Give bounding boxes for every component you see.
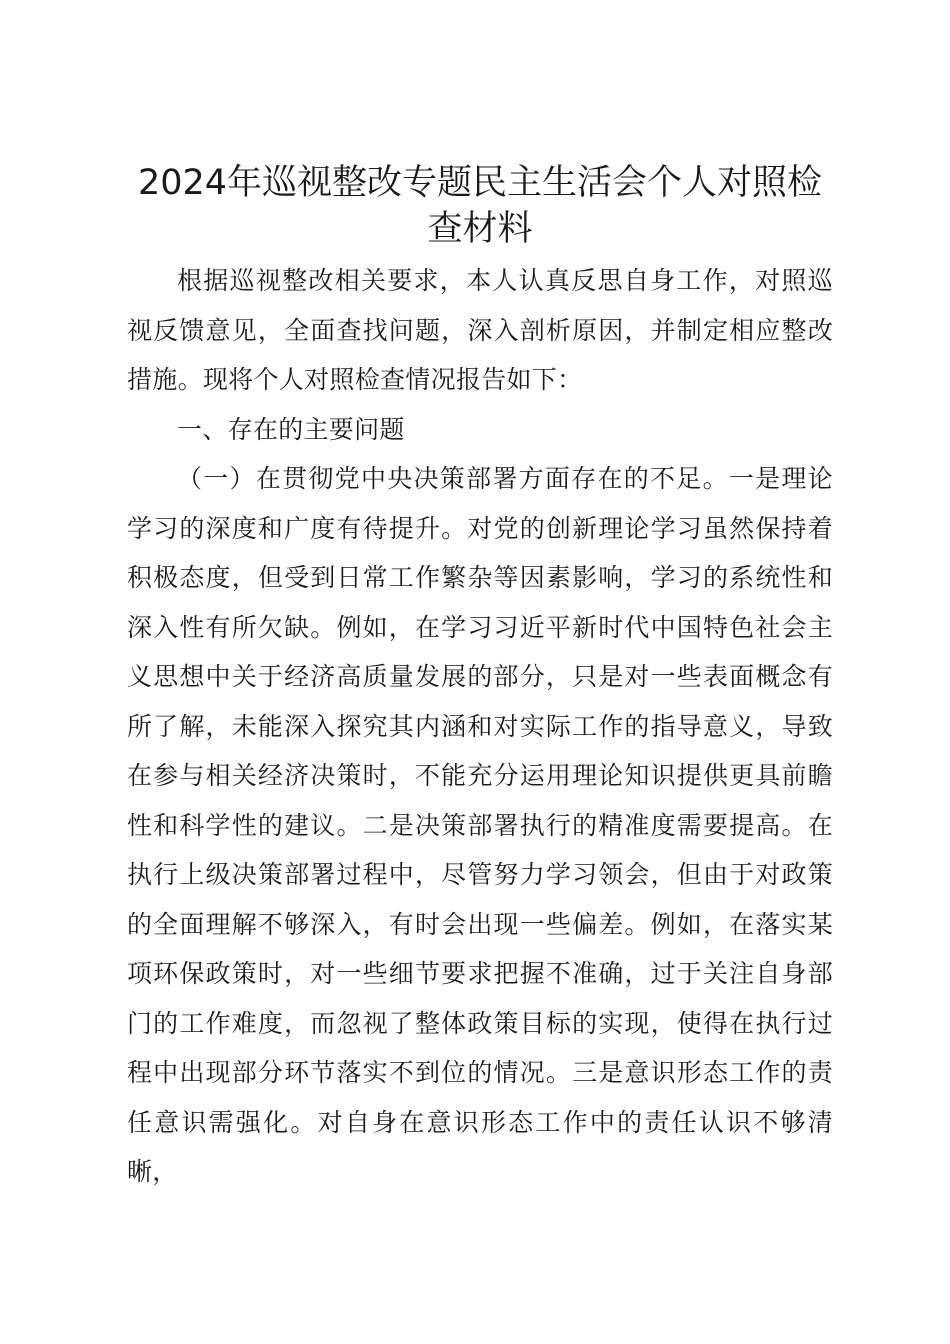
title-line-1: 2024年巡视整改专题民主生活会个人对照检 xyxy=(137,163,823,203)
document-page xyxy=(127,160,833,1197)
body-paragraph: （一）在贯彻党中央决策部署方面存在的不足。一是理论学习的深度和广度有待提升。对党的创新理论学习虽然保持着积极态度，但受到日常工作繁杂等因素影响，学习的系统性和深入性有所欠缺。例如，在学习习近平新时代中国特色社会主义思想中关于经济高质量发展的部分，只是对一些表面概念有所了解，未能深入探究其内涵和对实际工作的指导意义，导致在参与相关经济决策时，不能充分运用理论知识提供更具前瞻性和科学性的建议。二是决策部署执行的精准度需要提高。在执行上级决策部署过程中，尽管努力学习领会，但由于对政策的全面理解不够深入，有时会出现一些偏差。例如，在落实某项环保政策时，对一些细节要求把握不准确，过于关注自身部门的工作难度，而忽视了整体政策目标的实现，使得在执行过程中出现部分环节落实不到位的情况。三是意识形态工作的责任意识需强化。对自身在意识形态工作中的责任认识不够清晰， xyxy=(127,464,833,1186)
intro-paragraph: 根据巡视整改相关要求，本人认真反思自身工作，对照巡视反馈意见，全面查找问题，深入剖析原因，并制定相应整改措施。现将个人对照检查情况报告如下： xyxy=(127,266,833,394)
section-heading: 一、存在的主要问题 xyxy=(177,414,405,444)
document-title xyxy=(115,160,845,252)
title-line-2: 查材料 xyxy=(427,209,533,249)
document-body xyxy=(127,256,833,1197)
